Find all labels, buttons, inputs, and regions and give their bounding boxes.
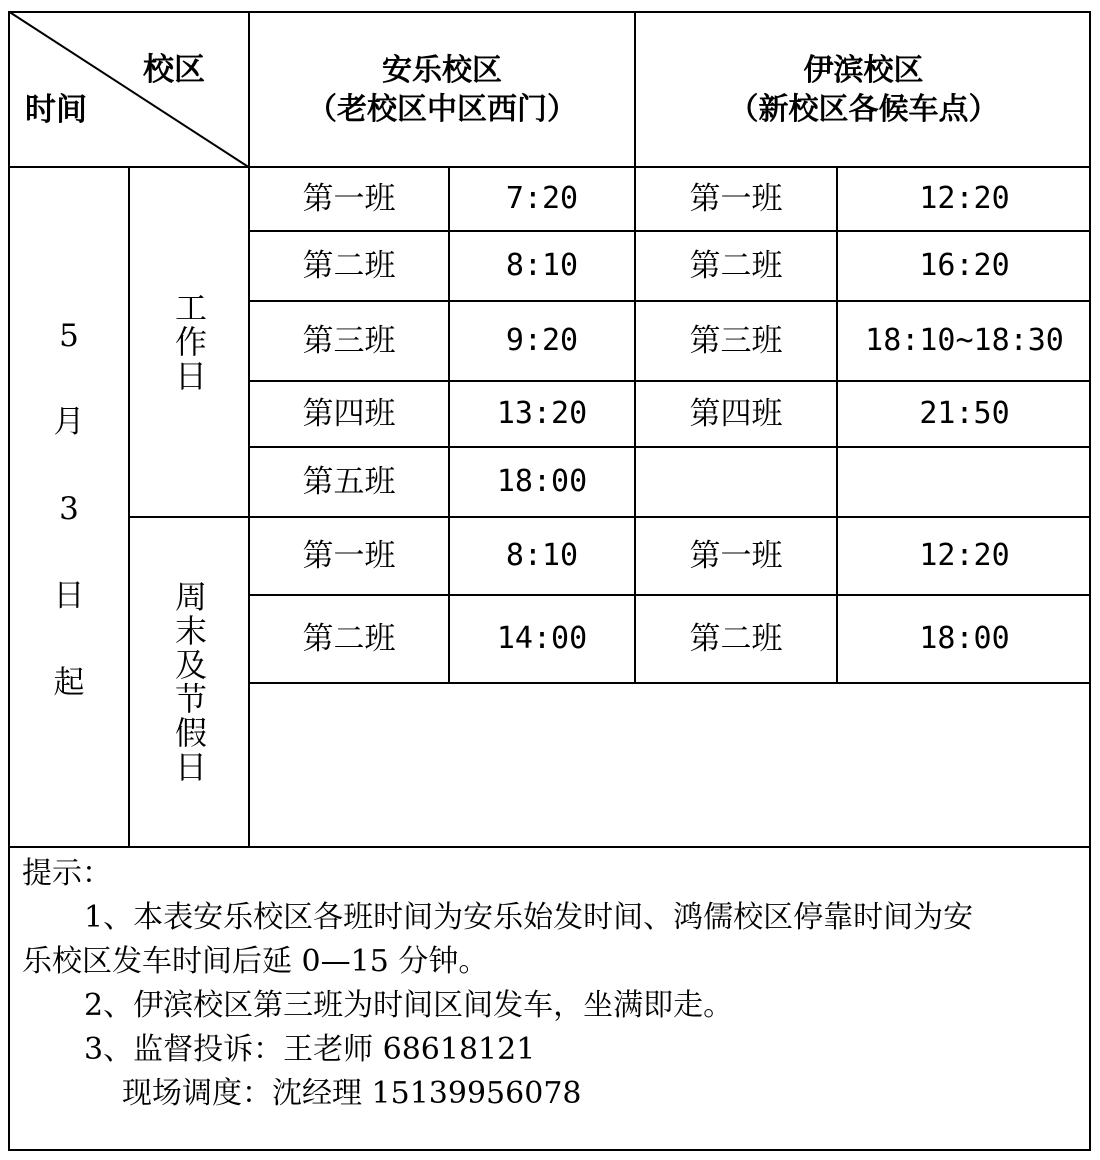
anle-campus-name: 安乐校区 xyxy=(382,52,502,88)
workday-row2-yibin-shift: 第二班 xyxy=(689,247,783,284)
workday-row1-anle-shift: 第一班 xyxy=(302,180,396,217)
weekend-row2-yibin-time: 18:00 xyxy=(919,621,1010,656)
notes-line-1: 1、本表安乐校区各班时间为安乐始发时间、鸿儒校区停靠时间为安 xyxy=(84,900,974,935)
notes-line-1b: 乐校区发车时间后延 0—15 分钟。 xyxy=(22,944,489,979)
notes-top-line xyxy=(8,846,1091,848)
workday-row5-anle-time: 18:00 xyxy=(496,464,588,499)
workday-row2-anle-time: 8:10 xyxy=(505,248,579,283)
yibin-campus-header xyxy=(636,13,1091,166)
notes-line-3: 3、监督投诉：王老师 68618121 xyxy=(84,1032,536,1067)
corner-campus-label: 校区 xyxy=(143,51,205,88)
workday-row4-yibin-shift: 第四班 xyxy=(689,395,783,432)
yibin-campus-name: 伊滨校区 xyxy=(803,52,924,88)
workday-label: 工作日 xyxy=(170,291,208,393)
workday-row1-yibin-time: 12:20 xyxy=(919,181,1010,216)
workday-row3-yibin-time: 18:10~18:30 xyxy=(865,323,1064,358)
workday-row1-anle-time: 7:20 xyxy=(505,181,579,216)
anle-campus-sub: （老校区中区西门） xyxy=(307,91,577,127)
workday-row5-yibin-time xyxy=(838,448,1091,516)
date-char-5: 起 xyxy=(53,664,85,701)
workday-row5-yibin-shift xyxy=(636,448,836,516)
weekend-row1-anle-shift: 第一班 xyxy=(302,537,396,574)
workday-row3-yibin-shift: 第三班 xyxy=(689,322,783,359)
corner-time-label: 时间 xyxy=(25,91,87,128)
row-line-7 xyxy=(249,682,1091,684)
workday-row4-anle-time: 13:20 xyxy=(496,396,588,431)
notes-section xyxy=(22,852,1082,1116)
weekend-row1-yibin-time: 12:20 xyxy=(919,538,1010,573)
weekend-row2-yibin-shift: 第二班 xyxy=(689,620,783,657)
workday-row1-yibin-shift: 第一班 xyxy=(689,180,783,217)
notes-line-2: 2、伊滨校区第三班为时间区间发车，坐满即走。 xyxy=(84,988,734,1023)
workday-row3-anle-shift: 第三班 xyxy=(302,322,396,359)
weekend-row2-anle-time: 14:00 xyxy=(496,621,588,656)
anle-campus-header xyxy=(250,13,634,166)
workday-row5-anle-shift: 第五班 xyxy=(302,463,396,500)
date-char-2: 月 xyxy=(53,403,85,440)
yibin-campus-sub: （新校区各候车点） xyxy=(728,91,999,127)
weekend-row1-yibin-shift: 第一班 xyxy=(689,537,783,574)
date-char-1: 5 xyxy=(59,317,79,354)
notes-line-4: 现场调度：沈经理 15139956078 xyxy=(122,1076,582,1111)
weekend-row1-anle-time: 8:10 xyxy=(505,538,579,573)
workday-row4-anle-shift: 第四班 xyxy=(302,395,396,432)
notes-title: 提示： xyxy=(22,856,112,891)
workday-row3-anle-time: 9:20 xyxy=(505,323,579,358)
workday-row2-yibin-time: 16:20 xyxy=(919,248,1010,283)
date-char-4: 日 xyxy=(53,577,85,614)
workday-row4-yibin-time: 21:50 xyxy=(919,396,1010,431)
weekend-label: 周末及节假日 xyxy=(170,580,208,784)
weekend-row2-anle-shift: 第二班 xyxy=(302,620,396,657)
date-char-3: 3 xyxy=(59,490,79,527)
workday-row2-anle-shift: 第二班 xyxy=(302,247,396,284)
